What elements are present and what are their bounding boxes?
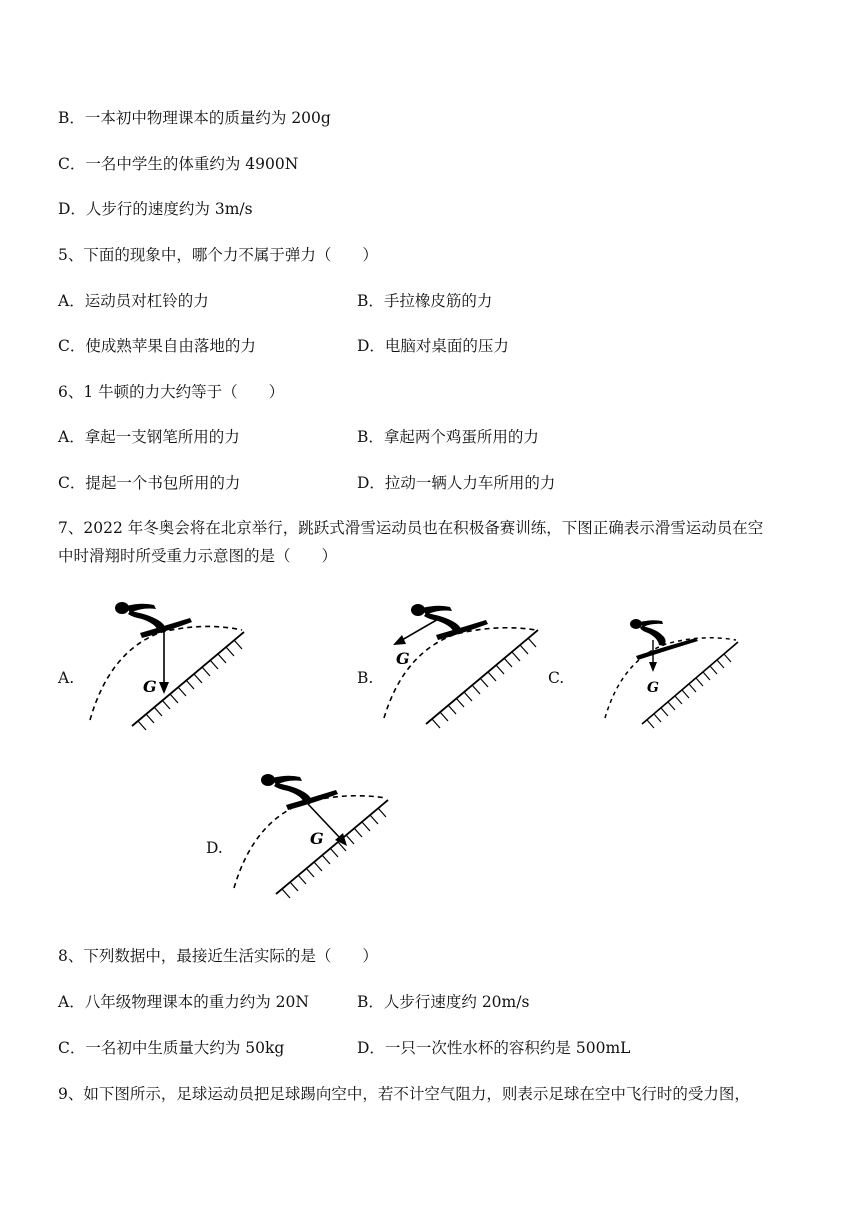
q7-stem-line1: 7、2022 年冬奥会将在北京举行，跳跃式滑雪运动员也在积极备赛训练，下图正确表示滑雪运动员在空: [58, 519, 764, 537]
q5-option-c: C．使成熟苹果自由落地的力: [58, 337, 256, 355]
gravity-arrow-shaft: [402, 618, 440, 640]
q5-stem: 5、下面的现象中，哪个力不属于弹力（ ）: [58, 246, 378, 264]
q7-figure-a-label: A.: [58, 669, 75, 687]
force-g-label: G: [647, 680, 659, 696]
q6-option-c: C．提起一个书包所用的力: [58, 474, 241, 492]
force-g-label: G: [310, 829, 324, 848]
force-g-label: G: [396, 649, 410, 668]
trajectory-curve: [605, 638, 736, 718]
q4-option-d: D．人步行的速度约为 3m/s: [58, 200, 253, 218]
q8-option-a: A．八年级物理课本的重力约为 20N: [58, 993, 309, 1011]
q7-figure-a: [84, 598, 254, 733]
q5-option-b: B．手拉橡皮筋的力: [357, 292, 493, 310]
q7-stem-line2: 中时滑翔时所受重力示意图的是（ ）: [58, 547, 338, 565]
ski-jump-diagram-b: [378, 600, 548, 735]
q6-option-a: A．拿起一支钢笔所用的力: [58, 428, 240, 446]
skier-silhouette: [261, 774, 338, 810]
q7-figure-d-label: D.: [206, 839, 223, 857]
q7-figure-c-label: C.: [548, 669, 565, 687]
force-g-label: G: [143, 677, 157, 696]
gravity-arrowhead: [159, 682, 169, 694]
slope-line: [426, 630, 538, 724]
q7-figure-d: [228, 768, 398, 903]
slope-hatching: [647, 654, 731, 728]
q6-option-b: B．拿起两个鸡蛋所用的力: [357, 428, 539, 446]
gravity-arrowhead: [393, 635, 406, 645]
q7-figure-b-label: B.: [357, 669, 374, 687]
q8-stem: 8、下列数据中，最接近生活实际的是（ ）: [58, 947, 378, 965]
q4-option-b: B．一本初中物理课本的质量约为 200g: [58, 109, 331, 127]
q9-stem: 9、如下图所示，足球运动员把足球踢向空中，若不计空气阻力，则表示足球在空中飞行时的受力图，: [58, 1085, 750, 1103]
q7-figure-c: [600, 614, 745, 729]
q5-option-a: A．运动员对杠铃的力: [58, 292, 209, 310]
ski-jump-diagram-d: [228, 768, 398, 903]
ski-jump-diagram-c: [600, 614, 745, 729]
trajectory-curve: [90, 626, 242, 720]
q8-option-b: B．人步行速度约 20m/s: [357, 993, 530, 1011]
q8-option-c: C．一名初中生质量大约为 50kg: [58, 1039, 285, 1057]
q6-stem: 6、1 牛顿的力大约等于（ ）: [58, 383, 285, 401]
q6-option-d: D．拉动一辆人力车所用的力: [357, 474, 556, 492]
q8-option-d: D．一只一次性水杯的容积约是 500mL: [357, 1039, 631, 1057]
q5-option-d: D．电脑对桌面的压力: [357, 337, 509, 355]
q7-figure-b: [378, 600, 548, 735]
slope-hatching: [282, 808, 386, 898]
slope-line: [276, 800, 388, 894]
q4-option-c: C．一名中学生的体重约为 4900N: [58, 155, 299, 173]
slope-hatching: [432, 638, 536, 728]
gravity-arrowhead: [649, 662, 657, 672]
skier-silhouette: [115, 602, 192, 638]
trajectory-curve: [384, 628, 536, 718]
skier-silhouette: [411, 604, 488, 640]
ski-jump-diagram-a: [84, 598, 254, 733]
